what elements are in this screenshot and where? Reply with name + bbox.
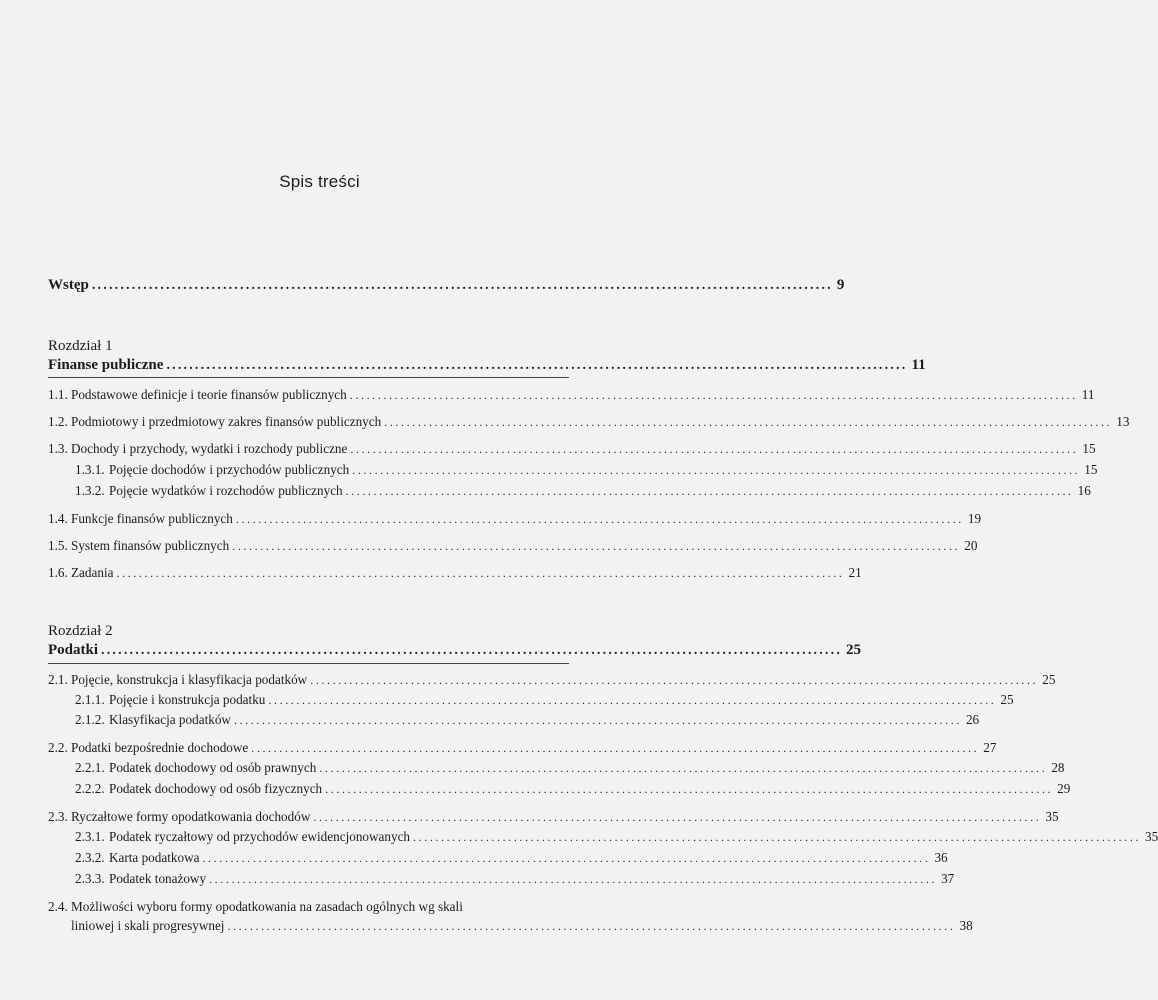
section-title: Możliwości wyboru formy opodatkowania na zasadach ogólnych wg skali xyxy=(71,899,463,914)
toc-page-number: 15 xyxy=(1084,462,1098,477)
chapter-divider xyxy=(48,663,569,664)
subsection-number: 2.1.2. xyxy=(75,712,105,727)
toc-page-number: 11 xyxy=(911,357,926,373)
subsection-number: 1.3.1. xyxy=(75,462,105,477)
toc-page-number: 26 xyxy=(965,712,980,727)
toc-page-number: 16 xyxy=(1077,483,1091,498)
section-number: 1.1. xyxy=(48,387,68,402)
section-number: 1.4. xyxy=(48,511,68,526)
subsection-title: Podatek dochodowy od osób fizycznych xyxy=(109,781,323,796)
toc-section[interactable] xyxy=(48,565,862,581)
toc-subsection[interactable] xyxy=(75,829,1158,845)
toc-page-number: 21 xyxy=(848,565,862,580)
toc-page-number: 38 xyxy=(959,918,973,933)
toc-section[interactable] xyxy=(48,809,1059,825)
chapter-divider xyxy=(48,377,569,378)
dot-leader: .................................................................................................................................. xyxy=(345,484,1074,498)
toc-page-number: 25 xyxy=(846,642,862,658)
toc-subsection[interactable] xyxy=(75,692,1014,708)
chapter-title: Podatki xyxy=(48,642,99,658)
dot-leader: .................................................................................................................................. xyxy=(319,761,1048,775)
toc-page-number: 27 xyxy=(983,740,997,755)
toc-page-number: 9 xyxy=(836,277,845,293)
toc-section[interactable] xyxy=(48,740,997,756)
dot-leader: .................................................................................................................................. xyxy=(325,782,1054,796)
subsection-title: Podatek ryczałtowy od przychodów ewidencjonowanych xyxy=(109,829,411,844)
dot-leader: .................................................................................................................................. xyxy=(209,872,938,886)
toc-page-number: 28 xyxy=(1051,760,1065,775)
dot-leader: .................................................................................................................................. xyxy=(350,442,1079,456)
toc-section[interactable] xyxy=(48,387,1095,403)
toc-subsection[interactable] xyxy=(75,712,980,728)
toc-section[interactable] xyxy=(48,672,1056,688)
toc-section[interactable] xyxy=(48,441,1096,457)
dot-leader: .................................................................................................................................. xyxy=(233,713,962,727)
subsection-title: Pojęcie i konstrukcja podatku xyxy=(109,692,266,707)
subsection-number: 2.3.2. xyxy=(75,850,105,865)
section-title: Podatki bezpośrednie dochodowe xyxy=(71,740,249,755)
dot-leader: .................................................................................................................................. xyxy=(413,830,1142,844)
toc-entry-label: Wstęp xyxy=(48,277,89,293)
section-title: System finansów publicznych xyxy=(71,538,230,553)
toc-chapter-2[interactable] xyxy=(48,642,862,659)
section-title: Pojęcie, konstrukcja i klasyfikacja podatków xyxy=(71,672,308,687)
dot-leader: .................................................................................................................................. xyxy=(384,415,1113,429)
toc-section[interactable] xyxy=(48,538,978,554)
toc-page-number: 19 xyxy=(967,511,982,526)
dot-leader: .................................................................................................................................. xyxy=(166,358,908,373)
page-title: Spis treści xyxy=(279,172,360,191)
toc-entry-intro[interactable] xyxy=(48,277,845,294)
toc-page-number: 29 xyxy=(1057,781,1071,796)
subsection-number: 1.3.2. xyxy=(75,483,105,498)
dot-leader: .................................................................................................................................. xyxy=(349,388,1078,402)
dot-leader: .................................................................................................................................. xyxy=(310,673,1039,687)
chapter-2-label: Rozdział 2 xyxy=(48,623,113,639)
section-title: Zadania xyxy=(71,565,114,580)
dot-leader: .................................................................................................................................. xyxy=(101,643,843,658)
dot-leader: .................................................................................................................................. xyxy=(232,539,961,553)
toc-section[interactable] xyxy=(48,511,982,527)
dot-leader: .................................................................................................................................. xyxy=(91,278,833,293)
subsection-number: 2.1.1. xyxy=(75,692,105,707)
toc-page-number: 37 xyxy=(941,871,955,886)
toc-page-number: 25 xyxy=(1000,692,1014,707)
dot-leader: .................................................................................................................................. xyxy=(251,741,980,755)
toc-subsection[interactable] xyxy=(75,760,1065,776)
section-title: Funkcje finansów publicznych xyxy=(71,511,233,526)
dot-leader: .................................................................................................................................. xyxy=(235,512,964,526)
section-number: 2.2. xyxy=(48,740,68,755)
subsection-title: Podatek dochodowy od osób prawnych xyxy=(109,760,317,775)
section-number: 2.4. xyxy=(48,899,68,914)
subsection-title: Podatek tonażowy xyxy=(109,871,207,886)
toc-page-number: 11 xyxy=(1081,387,1095,402)
subsection-title: Karta podatkowa xyxy=(109,850,200,865)
dot-leader: .................................................................................................................................. xyxy=(202,851,931,865)
section-number: 2.1. xyxy=(48,672,68,687)
subsection-title: Pojęcie wydatków i rozchodów publicznych xyxy=(109,483,343,498)
dot-leader: .................................................................................................................................. xyxy=(352,463,1081,477)
toc-subsection[interactable] xyxy=(75,871,955,887)
section-title: Dochody i przychody, wydatki i rozchody publiczne xyxy=(71,441,348,456)
chapter-title: Finanse publiczne xyxy=(48,357,164,373)
section-title-continued: liniowej i skali progresywnej xyxy=(71,918,225,933)
toc-page-number: 36 xyxy=(934,850,948,865)
subsection-number: 2.3.1. xyxy=(75,829,105,844)
section-title: Ryczałtowe formy opodatkowania dochodów xyxy=(71,809,311,824)
section-number: 1.2. xyxy=(48,414,68,429)
toc-subsection[interactable] xyxy=(75,850,948,866)
toc-page-number: 20 xyxy=(964,538,978,553)
subsection-number: 2.2.1. xyxy=(75,760,105,775)
dot-leader: .................................................................................................................................. xyxy=(268,693,997,707)
dot-leader: .................................................................................................................................. xyxy=(116,566,845,580)
toc-chapter-1[interactable] xyxy=(48,357,926,374)
subsection-number: 2.3.3. xyxy=(75,871,105,886)
section-title: Podmiotowy i przedmiotowy zakres finansów publicznych xyxy=(71,414,382,429)
subsection-title: Klasyfikacja podatków xyxy=(109,712,231,727)
section-title-line-1 xyxy=(48,899,569,915)
chapter-1-label: Rozdział 1 xyxy=(48,338,113,354)
subsection-title: Pojęcie dochodów i przychodów publicznych xyxy=(109,462,350,477)
subsection-number: 2.2.2. xyxy=(75,781,105,796)
toc-page-number: 35 xyxy=(1045,809,1059,824)
section-number: 1.3. xyxy=(48,441,68,456)
toc-page-number: 25 xyxy=(1042,672,1056,687)
toc-section[interactable] xyxy=(48,414,1130,430)
toc-page-number: 35 xyxy=(1145,829,1158,844)
toc-section-2-4[interactable] xyxy=(48,899,973,934)
toc-subsection[interactable] xyxy=(75,462,1098,478)
toc-page-number: 13 xyxy=(1116,414,1130,429)
dot-leader: .................................................................................................................................. xyxy=(227,919,956,933)
section-number: 1.6. xyxy=(48,565,68,580)
dot-leader: .................................................................................................................................. xyxy=(313,810,1042,824)
toc-subsection[interactable] xyxy=(75,483,1091,499)
section-number: 1.5. xyxy=(48,538,68,553)
section-title-line-2 xyxy=(71,918,973,934)
section-number: 2.3. xyxy=(48,809,68,824)
section-title: Podstawowe definicje i teorie finansów publicznych xyxy=(71,387,347,402)
toc-subsection[interactable] xyxy=(75,781,1071,797)
toc-page-number: 15 xyxy=(1082,441,1096,456)
